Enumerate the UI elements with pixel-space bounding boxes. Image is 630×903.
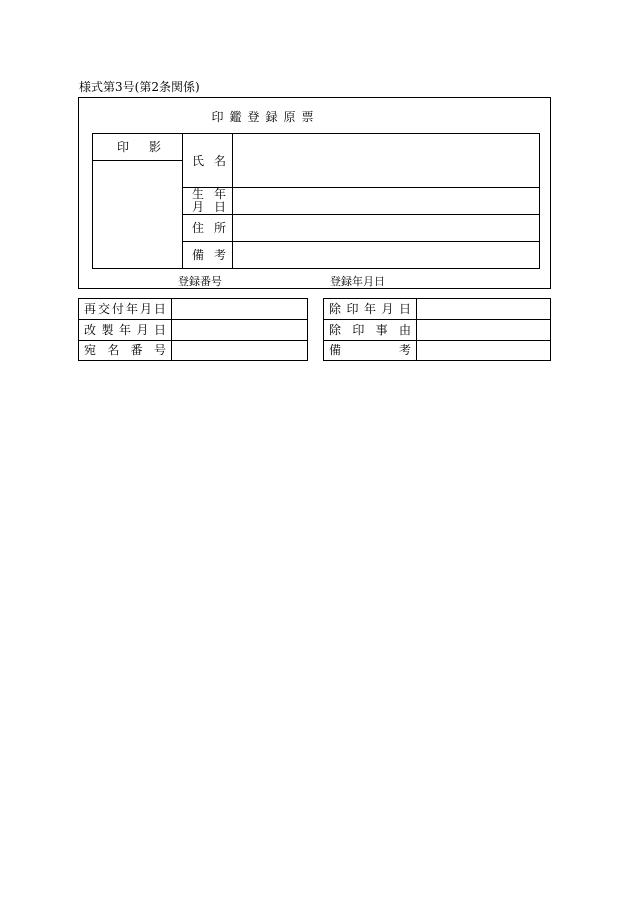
form-caption: 様式第3号(第2条関係) [79,80,200,94]
birth-label-bottom: 月 日 [192,200,226,214]
remake-date-label: 改 製 年 月 日 [84,323,166,337]
registration-date-label: 登録年月日 [330,275,385,288]
right-table-column-divider [416,299,417,360]
seal-removal-reason-label: 除 印 事 由 [329,323,411,337]
remarks-label: 備 考 [192,248,226,262]
left-table-row-divider [79,340,307,341]
birth-label-top: 生 年 [192,187,226,201]
birth-date-field[interactable] [234,189,538,213]
address-number-label: 宛 名 番 号 [84,343,166,357]
left-table-column-divider [171,299,172,360]
registration-number-label: 登録番号 [178,275,222,288]
seal-impression-area[interactable] [94,161,181,267]
registration-form-grid [92,133,540,269]
address-field[interactable] [234,216,538,240]
right-table-row-divider [324,319,550,320]
right-remarks-field[interactable] [418,342,549,359]
left-record-table [78,298,308,361]
right-record-table [323,298,551,361]
form-title: 印鑑登録原票 [211,110,320,124]
name-label: 氏 名 [192,154,226,168]
right-table-row-divider [324,340,550,341]
name-row-divider [182,187,539,188]
address-label: 住 所 [192,221,226,235]
seal-removal-date-field[interactable] [418,300,549,318]
address-number-field[interactable] [173,342,306,359]
seal-removal-reason-field[interactable] [418,321,549,339]
name-field[interactable] [234,135,538,186]
birth-row-divider [182,214,539,215]
label-column-divider [232,134,233,268]
seal-column-divider [182,134,183,268]
remarks-field[interactable] [234,243,538,267]
right-remarks-label: 備 考 [329,343,411,357]
seal-removal-date-label: 除 印 年 月 日 [329,302,411,316]
left-table-row-divider [79,319,307,320]
address-row-divider [182,241,539,242]
seal-label: 印 影 [117,140,161,154]
remake-date-field[interactable] [173,321,306,339]
reissue-date-label: 再 交 付 年 月 日 [84,302,166,316]
reissue-date-field[interactable] [173,300,306,318]
